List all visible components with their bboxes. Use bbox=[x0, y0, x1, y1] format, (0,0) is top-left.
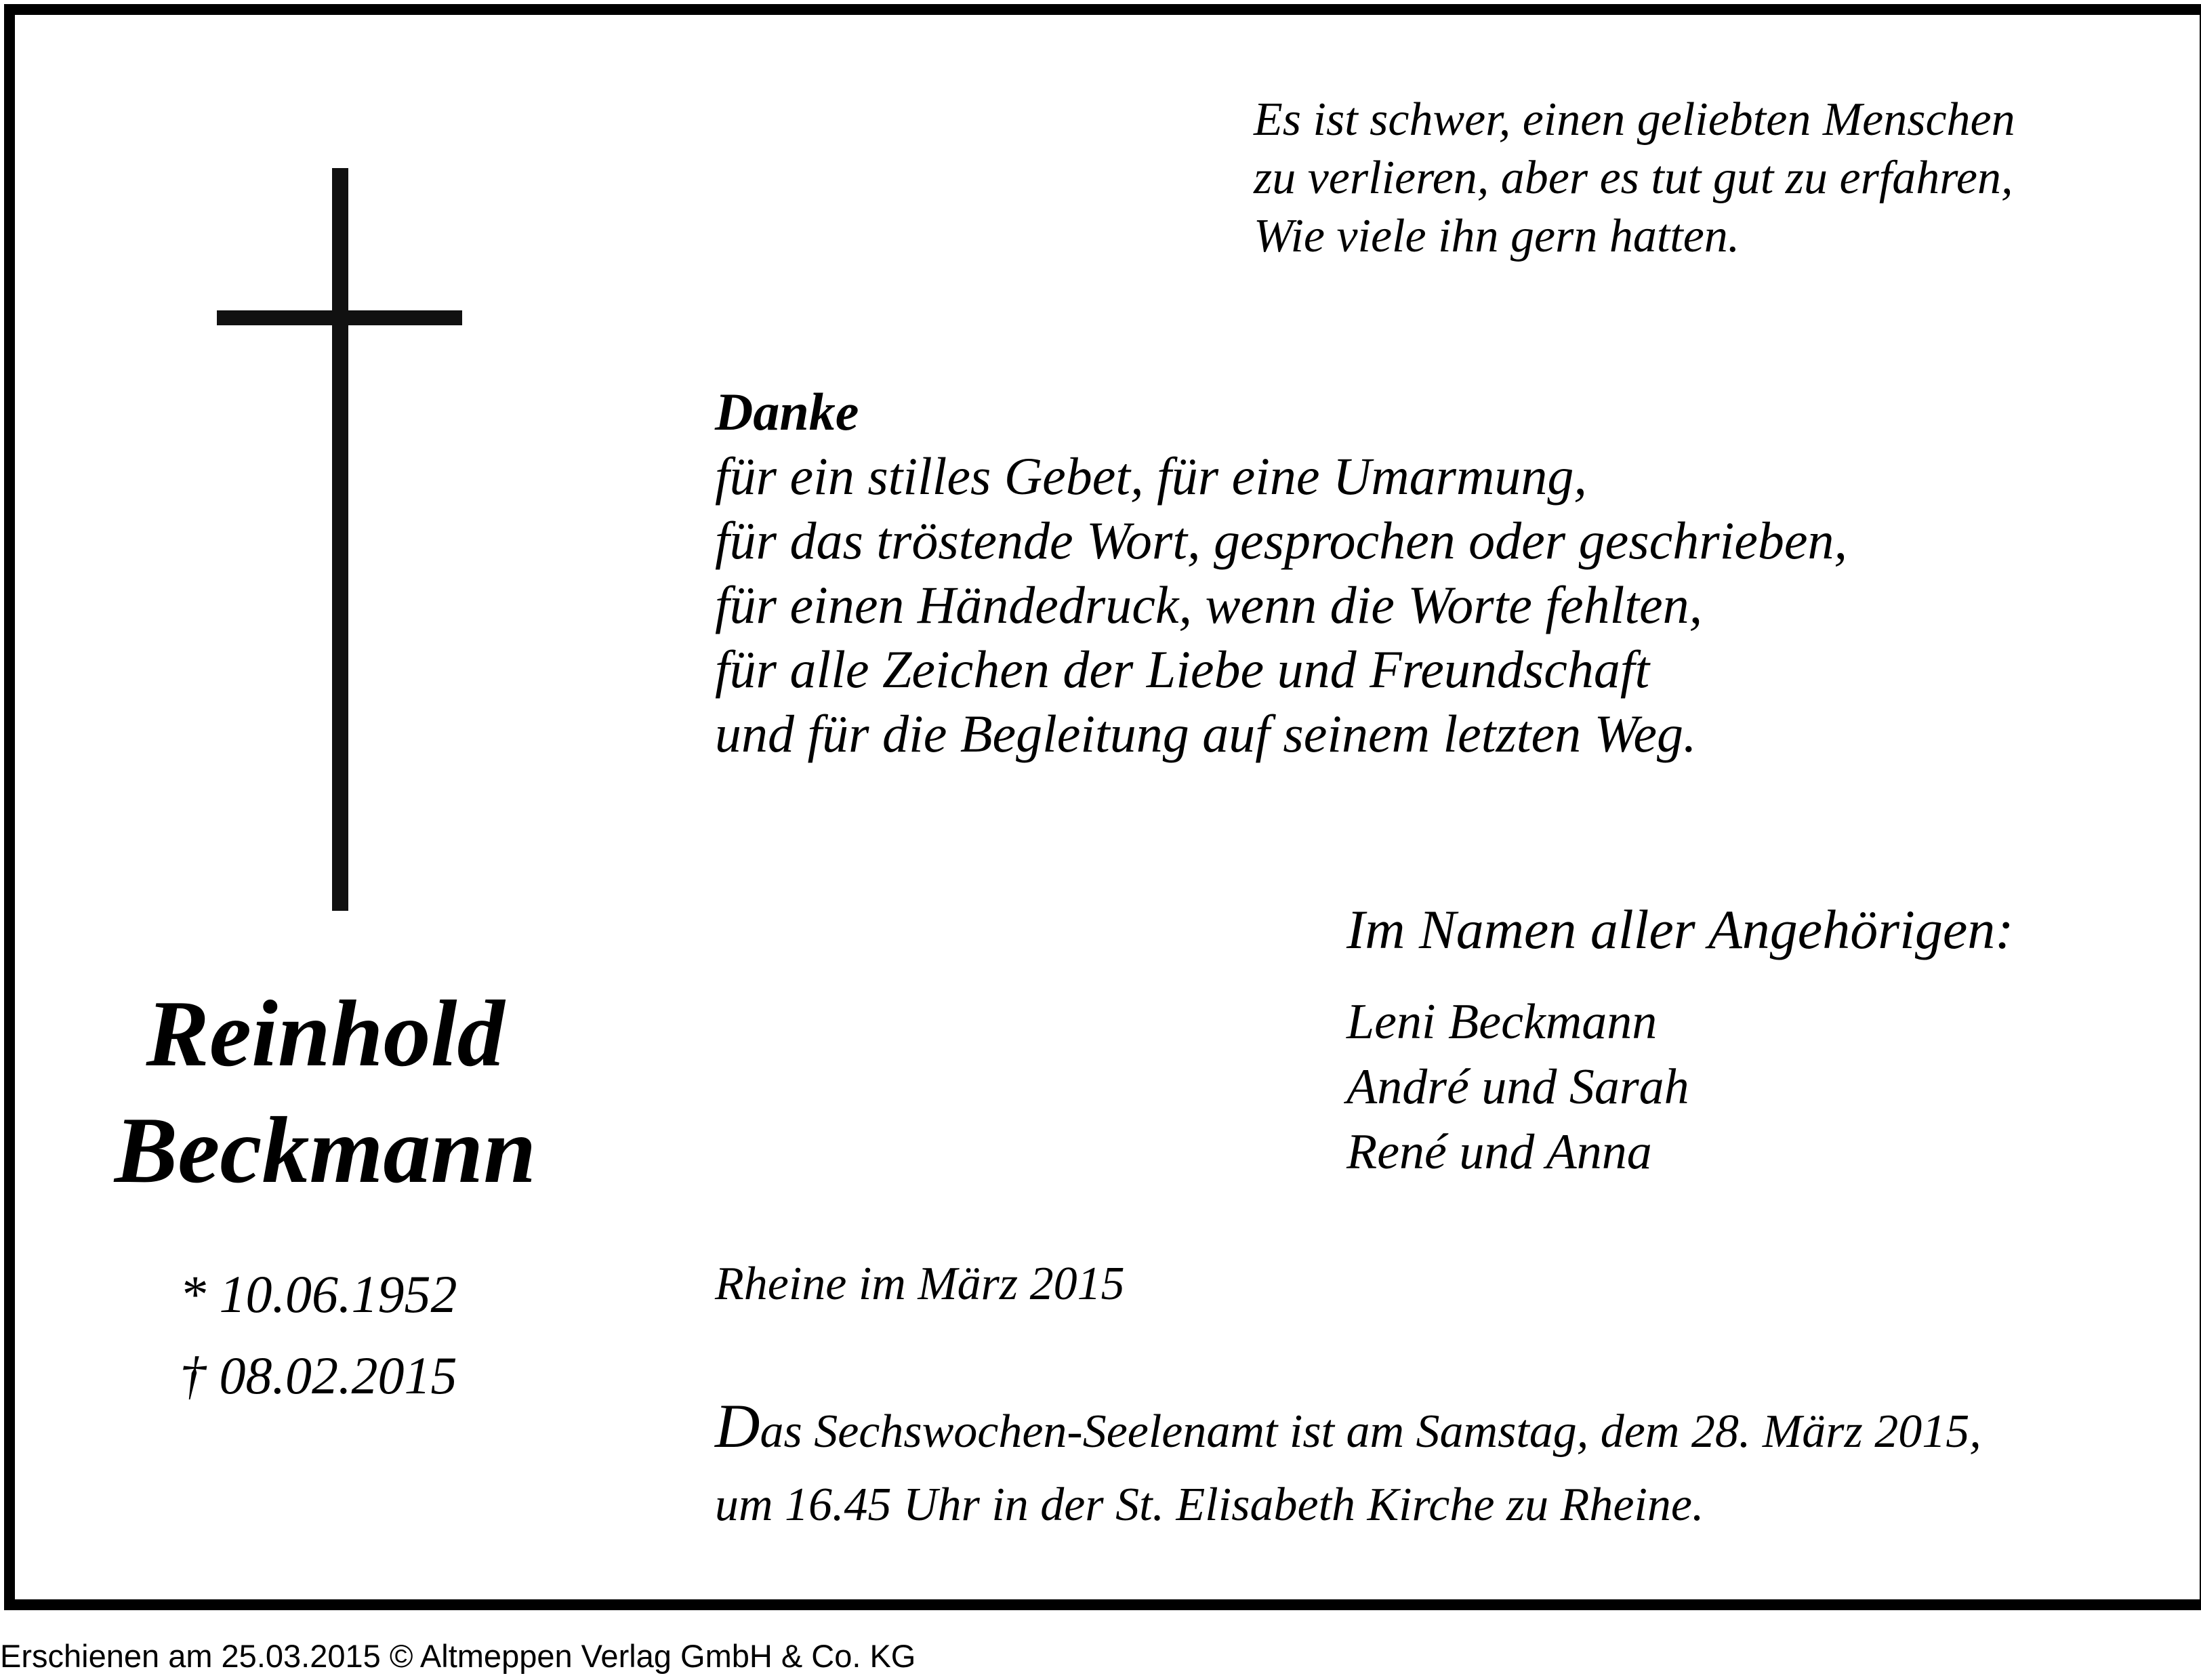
service-line-1 bbox=[715, 1389, 1981, 1469]
quote-line: Es ist schwer, einen geliebten Menschen bbox=[1254, 94, 2015, 146]
service-announcement bbox=[715, 1389, 1981, 1542]
memorial-quote bbox=[1254, 91, 2015, 266]
life-dates bbox=[180, 1254, 457, 1416]
quote-line: Wie viele ihn gern hatten. bbox=[1254, 210, 1740, 262]
birth-date: * 10.06.1952 bbox=[180, 1265, 457, 1324]
service-line-1-text: as Sechswochen-Seelenamt ist am Samstag, dem 28. März 2015, bbox=[760, 1406, 1981, 1458]
quote-line: zu verlieren, aber es tut gut zu erfahren, bbox=[1254, 152, 2013, 204]
relative-name: René und Anna bbox=[1346, 1124, 1652, 1180]
service-line-2: um 16.45 Uhr in der St. Elisabeth Kirche zu Rheine. bbox=[715, 1479, 1704, 1531]
deceased-first-name: Reinhold bbox=[146, 981, 505, 1086]
thanks-heading: Danke bbox=[715, 382, 859, 441]
deceased-name bbox=[54, 976, 596, 1209]
relative-name: André und Sarah bbox=[1346, 1059, 1689, 1115]
thanks-section bbox=[715, 380, 1847, 766]
relative-name: Leni Beckmann bbox=[1346, 994, 1658, 1050]
relatives-list bbox=[1346, 989, 1689, 1185]
relatives-title: Im Namen aller Angehörigen: bbox=[1346, 899, 2014, 960]
thanks-line: für das tröstende Wort, gesprochen oder geschrieben, bbox=[715, 511, 1848, 570]
cross-icon-beam bbox=[217, 310, 462, 325]
cross-icon bbox=[332, 168, 348, 911]
deceased-last-name: Beckmann bbox=[114, 1098, 537, 1203]
thanks-line: und für die Begleitung auf seinem letzten Weg. bbox=[715, 704, 1697, 763]
thanks-line: für ein stilles Gebet, für eine Umarmung, bbox=[715, 447, 1587, 506]
publication-footer: Erschienen am 25.03.2015 © Altmeppen Verlag GmbH & Co. KG bbox=[0, 1638, 916, 1674]
place-date: Rheine im März 2015 bbox=[715, 1258, 1125, 1310]
thanks-line: für alle Zeichen der Liebe und Freundschaft bbox=[715, 640, 1650, 699]
death-date: † 08.02.2015 bbox=[180, 1346, 457, 1405]
thanks-line: für einen Händedruck, wenn die Worte fehlten, bbox=[715, 575, 1703, 634]
service-initial: D bbox=[715, 1391, 760, 1460]
